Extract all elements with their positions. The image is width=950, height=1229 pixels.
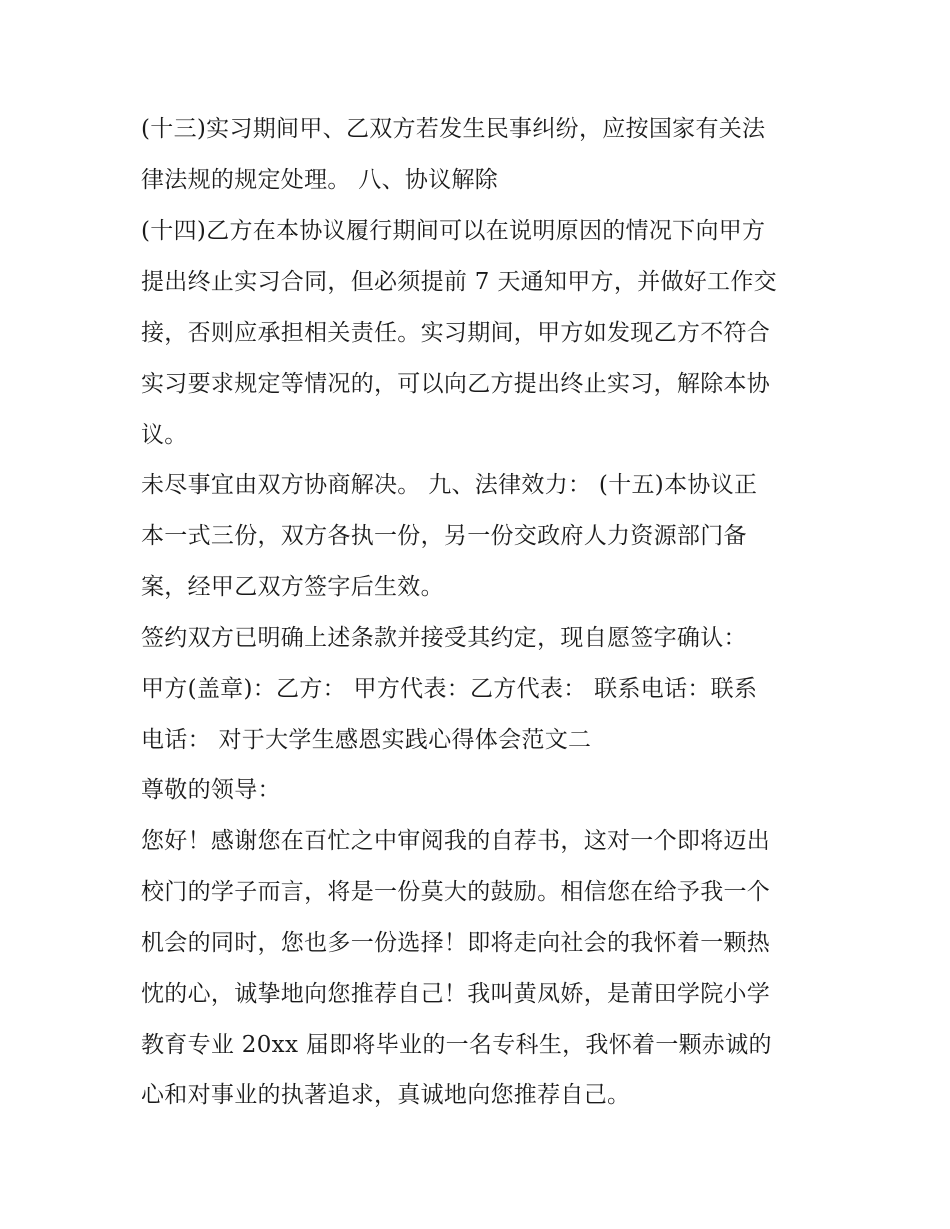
text-line: (十四)乙方在本协议履行期间可以在说明原因的情况下向甲方 (141, 218, 766, 244)
text-line: 甲方(盖章)：乙方： 甲方代表：乙方代表： 联系电话：联系 (141, 676, 758, 702)
text-line: 忱的心，诚挚地向您推荐自己！我叫黄凤娇，是莆田学院小学 (141, 981, 771, 1007)
text-line: 未尽事宜由双方协商解决。 九、法律效力： (十五)本协议正 (141, 472, 758, 498)
text-line: 提出终止实习合同，但必须提前 7 天通知甲方，并做好工作交 (141, 269, 777, 295)
text-line: 议。 (141, 422, 188, 448)
text-line: 实习要求规定等情况的，可以向乙方提出终止实习，解除本协 (141, 371, 771, 397)
text-line: (十三)实习期间甲、乙双方若发生民事纠纷，应按国家有关法 (141, 116, 766, 142)
text-line: 接，否则应承担相关责任。实习期间，甲方如发现乙方不符合 (141, 320, 771, 346)
text-line: 律法规的规定处理。 八、协议解除 (141, 167, 499, 193)
text-line: 心和对事业的执著追求，真诚地向您推荐自己。 (141, 1082, 631, 1108)
text-line: 电话： 对于大学生感恩实践心得体会范文二 (141, 727, 592, 753)
text-line: 本一式三份，双方各执一份，另一份交政府人力资源部门备 (141, 523, 747, 549)
text-line: 签约双方已明确上述条款并接受其约定，现自愿签字确认： (141, 625, 747, 651)
text-line: 尊敬的领导： (141, 777, 281, 803)
text-line: 机会的同时，您也多一份选择！即将走向社会的我怀着一颗热 (141, 930, 771, 956)
text-line: 校门的学子而言，将是一份莫大的鼓励。相信您在给予我一个 (141, 879, 771, 905)
text-line: 您好！感谢您在百忙之中审阅我的自荐书，这对一个即将迈出 (141, 828, 771, 854)
text-line: 教育专业 20xx 届即将毕业的一名专科生，我怀着一颗赤诚的 (141, 1032, 772, 1058)
text-line: 案，经甲乙双方签字后生效。 (141, 574, 444, 600)
